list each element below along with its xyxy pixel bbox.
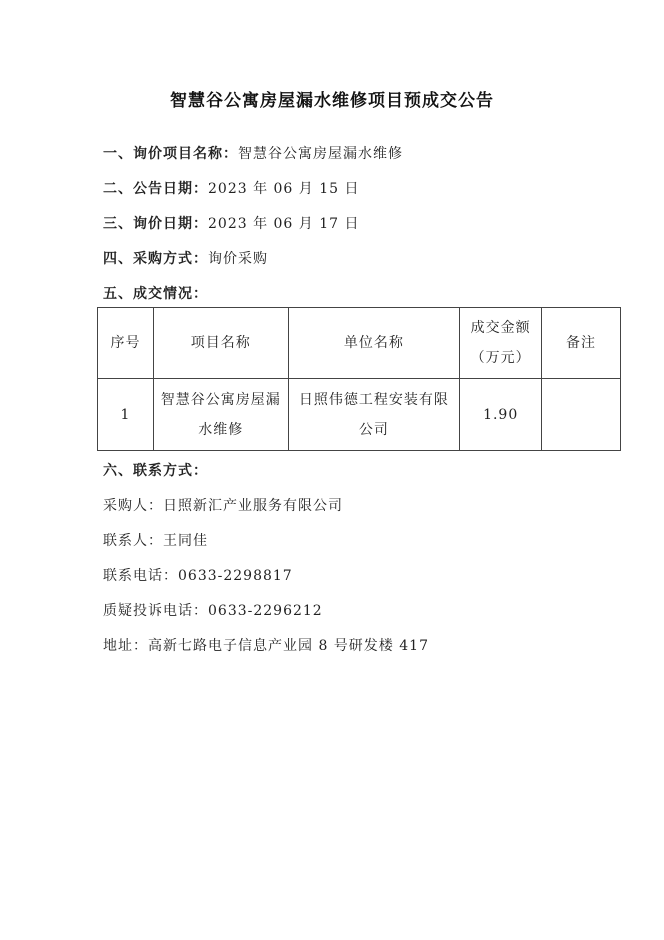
header-company: 单位名称 <box>288 308 460 379</box>
announce-date-line <box>103 178 360 198</box>
complaint-phone-line: 质疑投诉电话：0633-2296212 <box>103 603 323 619</box>
page-title: 智慧谷公寓房屋漏水维修项目预成交公告 <box>170 91 494 111</box>
inquiry-project-value: 智慧谷公寓房屋漏水维修 <box>238 146 403 162</box>
cell-no: 1 <box>98 379 154 451</box>
inquiry-project-label: 一、询价项目名称： <box>103 146 238 162</box>
cell-project: 智慧谷公寓房屋漏水维修 <box>153 379 288 451</box>
inquiry-project-line <box>103 143 403 163</box>
cell-note <box>542 379 621 451</box>
cell-company: 日照伟德工程安装有限公司 <box>288 379 460 451</box>
header-project: 项目名称 <box>153 308 288 379</box>
purchase-method-value: 询价采购 <box>208 251 268 267</box>
contact-person-line: 联系人：王同佳 <box>103 533 208 549</box>
header-no: 序号 <box>98 308 154 379</box>
table-header-row <box>98 308 621 379</box>
contact-phone-line: 联系电话：0633-2298817 <box>103 568 293 584</box>
deal-status-label: 五、成交情况： <box>103 286 208 302</box>
address-line: 地址：高新七路电子信息产业园 8 号研发楼 417 <box>103 638 429 654</box>
announce-date-label: 二、公告日期： <box>103 181 208 197</box>
contact-heading-line <box>103 460 208 480</box>
purchaser-line: 采购人：日照新汇产业服务有限公司 <box>103 498 343 514</box>
announce-date-value: 2023 年 06 月 15 日 <box>208 181 360 197</box>
header-amount: 成交金额（万元） <box>460 308 542 379</box>
purchase-method-line <box>103 248 268 268</box>
inquiry-date-value: 2023 年 06 月 17 日 <box>208 216 360 232</box>
inquiry-date-label: 三、询价日期： <box>103 216 208 232</box>
cell-amount: 1.90 <box>460 379 542 451</box>
deal-table <box>97 307 621 451</box>
contact-heading: 六、联系方式： <box>103 463 208 479</box>
table-row <box>98 379 621 451</box>
header-note: 备注 <box>542 308 621 379</box>
inquiry-date-line <box>103 213 360 233</box>
purchase-method-label: 四、采购方式： <box>103 251 208 267</box>
deal-status-line <box>103 283 208 303</box>
